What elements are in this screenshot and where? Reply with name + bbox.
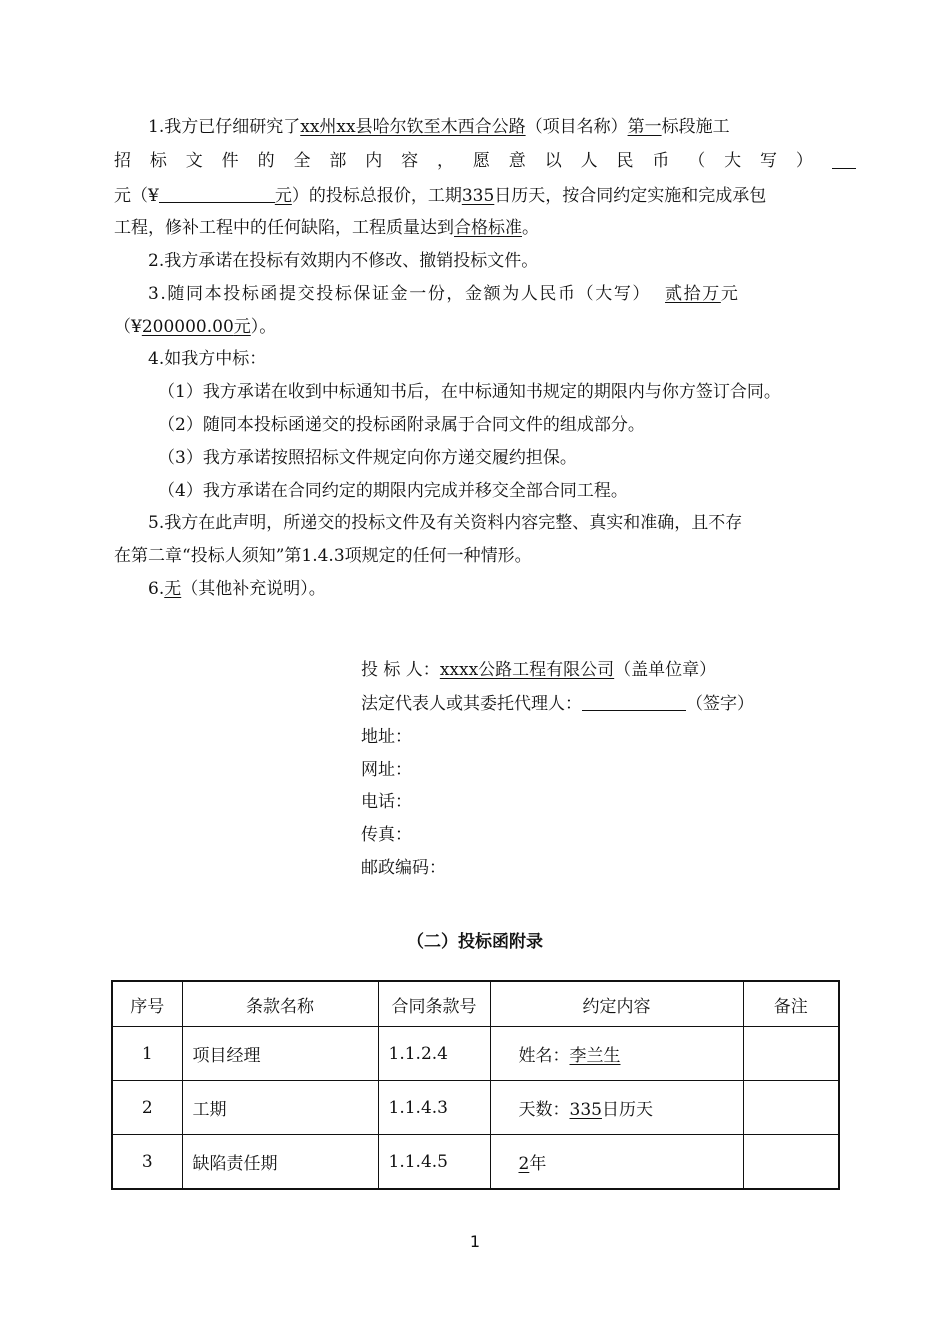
para5-line1: 5.我方在此声明，所递交的投标文件及有关资料内容完整、真实和准确，且不存: [148, 513, 743, 533]
char: 容: [401, 151, 419, 171]
para1-line4: [114, 217, 539, 239]
text: 标段施工: [661, 117, 730, 137]
table-row: [112, 1027, 839, 1081]
row-name: 项目经理: [182, 1027, 378, 1081]
content-suffix: 年: [529, 1154, 547, 1174]
table-row: [112, 1135, 839, 1190]
bidder-label: 投 标 人：: [361, 660, 440, 680]
table-header-row: [112, 981, 839, 1027]
text: 日历天，按合同约定实施和完成承包: [494, 186, 767, 206]
char: 标: [149, 151, 167, 171]
header-cell-no: 序号: [112, 981, 182, 1027]
website-label: 网址：: [361, 760, 412, 780]
content-label: 天数：: [518, 1100, 570, 1120]
para4-item1: （1）我方承诺在收到中标通知书后，在中标通知书规定的期限内与你方签订合同。: [158, 382, 781, 402]
char: 招: [114, 151, 131, 171]
row-content: [490, 1135, 743, 1190]
content-value: 335: [569, 1100, 602, 1120]
representative-signature-blank: [582, 692, 686, 711]
text: 元: [720, 284, 740, 304]
text: 6.: [148, 579, 165, 599]
text: 元（¥: [114, 186, 159, 206]
char: 全: [293, 151, 311, 171]
char: 的: [257, 151, 275, 171]
page-number: 1: [469, 1232, 481, 1251]
fax-label: 传真：: [361, 825, 412, 845]
char: 大: [724, 151, 742, 171]
bidder-name-field: xxxx公路工程有限公司: [439, 660, 615, 680]
row-remark: [743, 1081, 839, 1135]
row-name: 缺陷责任期: [182, 1135, 378, 1190]
header-cell-name: 条款名称: [182, 981, 378, 1027]
para1-line2: [114, 150, 856, 172]
representative-line: [361, 692, 754, 715]
text: 1.我方已仔细研究了: [148, 117, 301, 137]
char: 民: [616, 151, 634, 171]
text: ）的投标总报价，工期: [291, 186, 462, 206]
char: 内: [365, 151, 383, 171]
char: ，: [437, 151, 455, 171]
char: ）: [795, 151, 813, 171]
table-row: [112, 1081, 839, 1135]
yuan-unit: 元: [233, 317, 251, 337]
annex-title: （二）投标函附录: [407, 932, 543, 952]
row-remark: [743, 1135, 839, 1190]
char: 件: [221, 151, 239, 171]
text: （项目名称）: [525, 117, 628, 137]
address-label: 地址：: [361, 727, 412, 747]
text: 3.随同本投标函提交投标保证金一份，金额为人民币（大写）: [148, 284, 652, 304]
phone-label: 电话：: [361, 792, 412, 812]
row-no: 3: [112, 1135, 182, 1190]
row-remark: [743, 1027, 839, 1081]
row-clause: 1.1.4.3: [378, 1081, 490, 1135]
para4: 4.如我方中标：: [148, 349, 267, 369]
row-no: 2: [112, 1081, 182, 1135]
para5-line2: 在第二章“投标人须知”第1.4.3项规定的任何一种情形。: [114, 546, 532, 566]
para1-line1: [148, 116, 730, 138]
char: 文: [185, 151, 203, 171]
project-name-field: xx州xx县哈尔钦至木西合公路: [300, 117, 526, 137]
bond-amount-figure-field: 200000.00: [141, 317, 234, 337]
char: 愿: [472, 151, 490, 171]
row-content: [490, 1081, 743, 1135]
supplement-field: 无: [164, 579, 182, 599]
annex-table: [111, 980, 840, 1190]
amount-figure-blank: [159, 184, 275, 203]
bond-amount-words-field: 贰拾万: [665, 284, 721, 304]
text: （¥: [114, 317, 142, 337]
para4-item2: （2）随同本投标函递交的投标函附录属于合同文件的组成部分。: [158, 415, 645, 435]
para6: [148, 578, 326, 600]
para4-item4: （4）我方承诺在合同约定的期限内完成并移交全部合同工程。: [158, 481, 628, 501]
row-no: 1: [112, 1027, 182, 1081]
text: 。: [522, 218, 539, 238]
para1-line3: [114, 184, 766, 207]
section-number-field: 第一: [627, 117, 662, 137]
char: 币: [652, 151, 670, 171]
char: 人: [580, 151, 598, 171]
text: （其他补充说明）。: [181, 579, 326, 599]
yuan-unit: 元: [274, 186, 292, 206]
char: 以: [544, 151, 562, 171]
para3-line1: [148, 283, 739, 305]
representative-label: 法定代表人或其委托代理人：: [361, 694, 582, 714]
duration-days-field: 335: [461, 186, 495, 206]
content-suffix: 日历天: [601, 1100, 653, 1120]
header-cell-clause: 合同条款号: [378, 981, 490, 1027]
content-label: 姓名：: [518, 1046, 570, 1066]
para3-line2: [114, 316, 276, 338]
amount-words-blank: [832, 150, 856, 169]
row-clause: 1.1.2.4: [378, 1027, 490, 1081]
char: （: [688, 151, 706, 171]
header-cell-content: 约定内容: [490, 981, 743, 1027]
row-content: [490, 1027, 743, 1081]
content-value: 李兰生: [569, 1046, 621, 1066]
char: 写: [760, 151, 778, 171]
content-value: 2: [518, 1154, 530, 1174]
row-name: 工期: [182, 1081, 378, 1135]
para2: 2.我方承诺在投标有效期内不修改、撤销投标文件。: [148, 251, 539, 271]
row-clause: 1.1.4.5: [378, 1135, 490, 1190]
postcode-label: 邮政编码：: [361, 858, 446, 878]
para4-item3: （3）我方承诺按照招标文件规定向你方递交履约担保。: [158, 448, 577, 468]
quality-standard-field: 合格标准: [454, 218, 522, 238]
text: ）。: [250, 317, 277, 337]
bidder-line: [361, 659, 716, 681]
header-cell-remark: 备注: [743, 981, 839, 1027]
signature-note: （签字）: [686, 694, 754, 714]
text: 工程，修补工程中的任何缺陷，工程质量达到: [114, 218, 454, 238]
char: 意: [508, 151, 526, 171]
char: 部: [329, 151, 347, 171]
seal-note: （盖单位章）: [614, 660, 717, 680]
